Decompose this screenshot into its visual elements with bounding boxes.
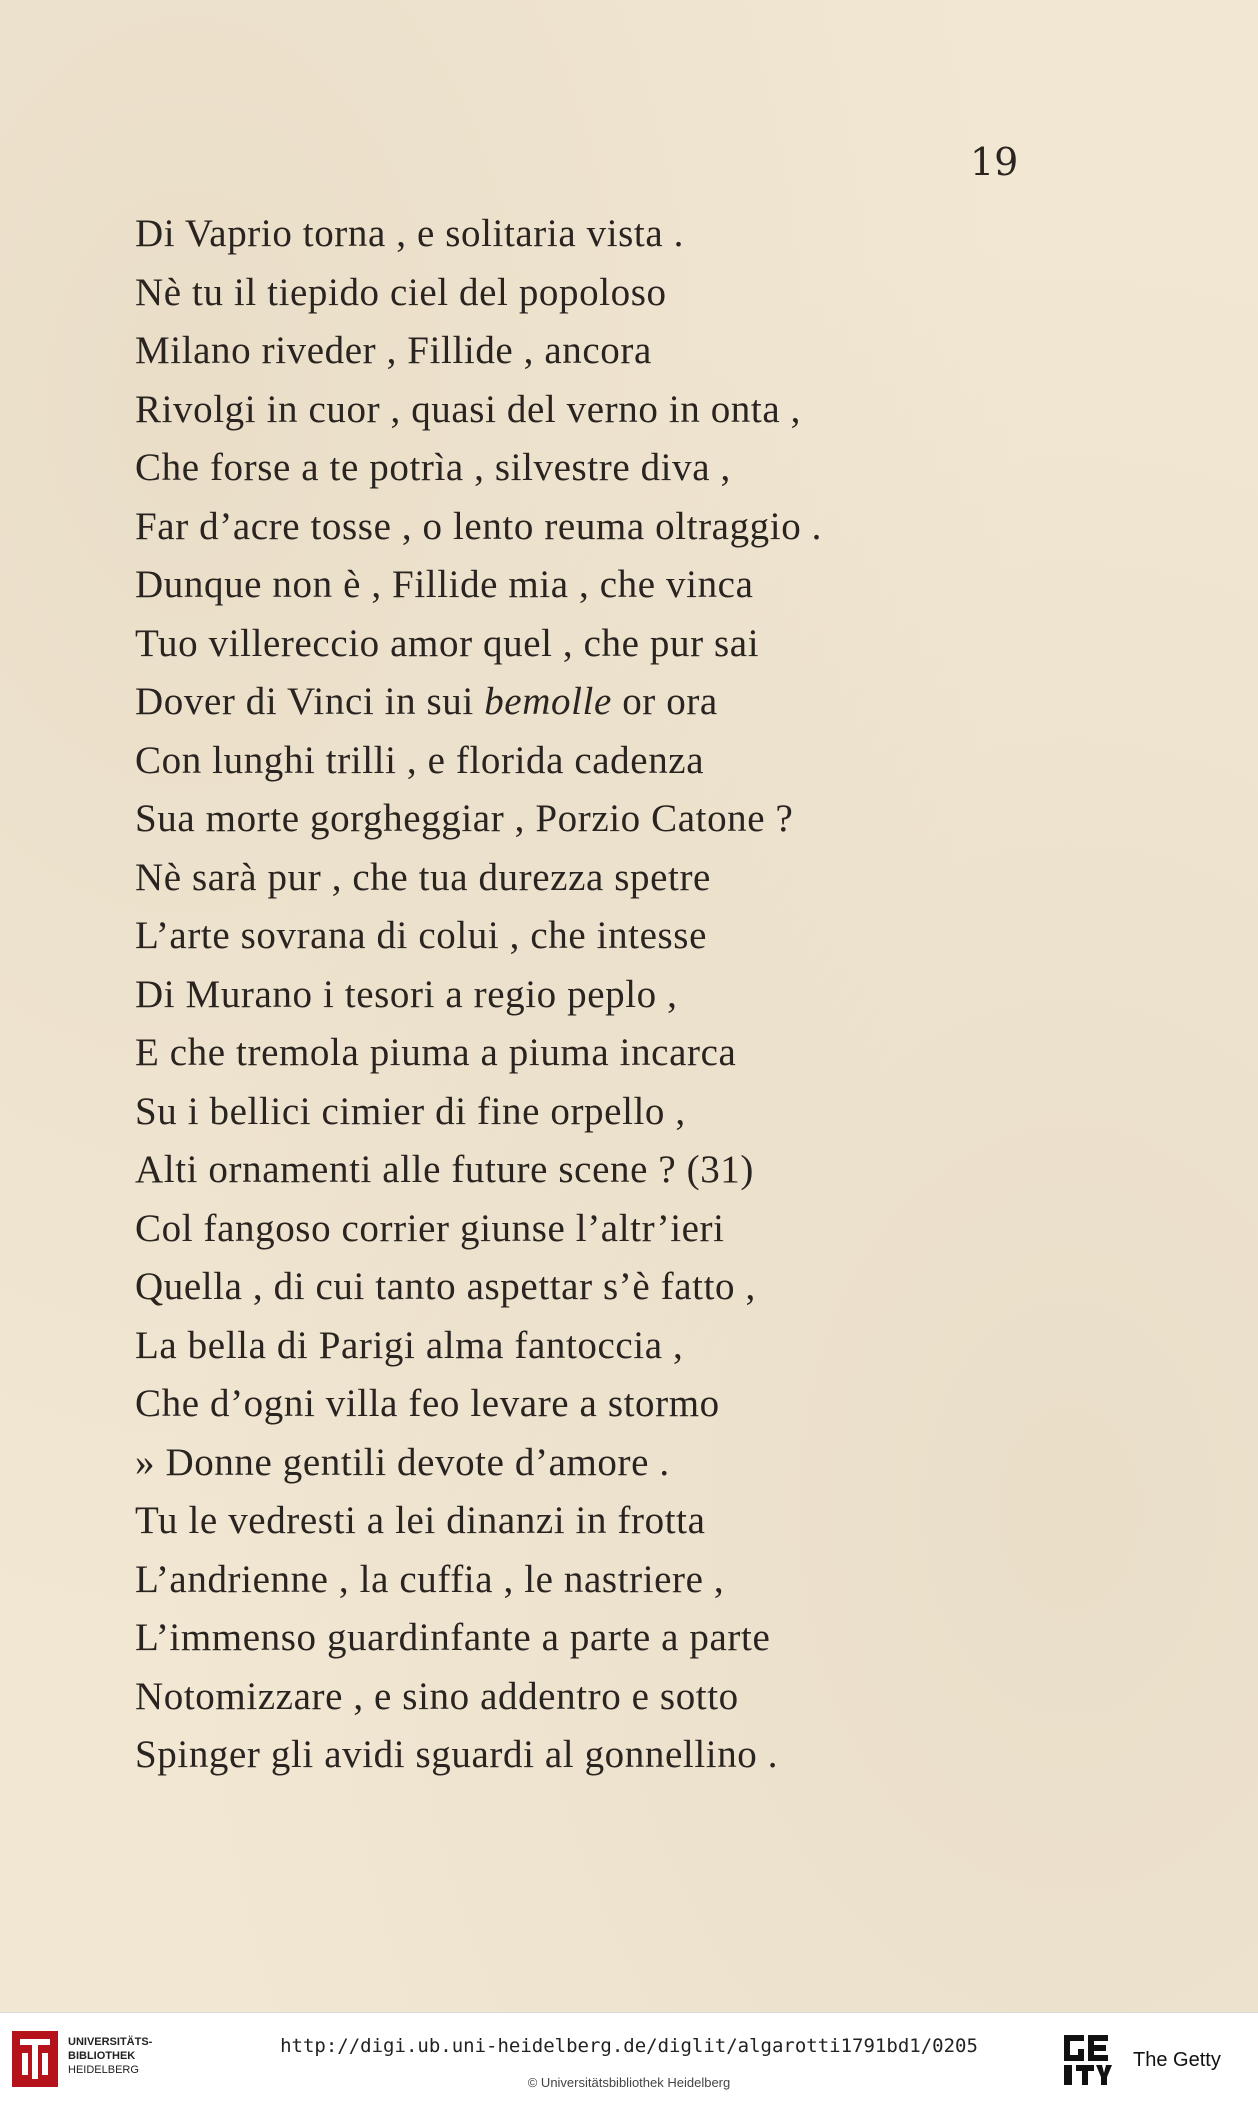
library-line: BIBLIOTHEK <box>68 2050 136 2062</box>
poem-text <box>135 205 1035 1785</box>
library-line: UNIVERSITÄTS- <box>68 2036 153 2048</box>
verse-line: Tu le vedresti a lei dinanzi in frotta <box>135 1499 706 1542</box>
copyright-notice: © Universitätsbibliothek Heidelberg <box>527 2075 731 2090</box>
verse-line: Nè tu il tiepido ciel del popoloso <box>135 270 667 314</box>
verse-line: Con lunghi trilli , e florida cadenza <box>135 738 705 782</box>
italic-word: bemolle <box>484 680 612 723</box>
verse-line: Tuo villereccio amor quel , che pur sai <box>135 621 760 665</box>
verse-line: Dunque non è , Fillide mia , che vinca <box>135 563 754 606</box>
library-line: HEIDELBERG <box>68 2064 139 2076</box>
verse-line: Quella , di cui tanto aspettar s’è fatto , <box>135 1265 756 1308</box>
verse-line: La bella di Parigi alma fantoccia , <box>135 1323 684 1367</box>
verse-line: Rivolgi in cuor , quasi del verno in onta , <box>135 387 801 431</box>
viewer-footer <box>0 2012 1258 2104</box>
verse-line: Che forse a te potrìa , silvestre diva , <box>135 446 731 489</box>
verse-line: L’andrienne , la cuffia , le nastriere , <box>135 1557 725 1601</box>
page-number: 19 <box>970 140 1019 184</box>
verse-line: Che d’ogni villa feo levare a stormo <box>135 1382 720 1425</box>
verse-line: Sua morte gorgheggiar , Porzio Catone ? <box>135 797 794 840</box>
verse-segment: or ora <box>611 680 718 723</box>
verse-line: » Donne gentili devote d’amore . <box>135 1440 670 1484</box>
verse-line: Far d’acre tosse , o lento reuma oltraggio . <box>135 504 823 548</box>
verse-segment: Dover di Vinci in sui <box>135 680 485 723</box>
verse-line: Su i bellici cimier di fine orpello , <box>135 1089 686 1133</box>
permalink-url[interactable]: http://digi.ub.uni-heidelberg.de/diglit/algarotti1791bd1/0205 <box>280 2035 978 2057</box>
verse-line: Alti ornamenti alle future scene ? (31) <box>135 1148 754 1191</box>
verse-line: Di Vaprio torna , e solitaria vista . <box>135 212 684 255</box>
verse-line: Notomizzare , e sino addentro e sotto <box>135 1674 739 1718</box>
verse-line-dover <box>135 673 1035 732</box>
verse-line: Col fangoso corrier giunse l’altr’ieri <box>135 1206 725 1250</box>
verse-line: Di Murano i tesori a regio peplo , <box>135 972 678 1016</box>
verse-line: Nè sarà pur , che tua durezza spetre <box>135 855 711 899</box>
verse-line: E che tremola piuma a piuma incarca <box>135 1031 737 1074</box>
getty-logo-icon <box>1060 2031 1112 2089</box>
verse-line: Milano riveder , Fillide , ancora <box>135 329 652 372</box>
verse-line: L’immenso guardinfante a parte a parte <box>135 1616 771 1659</box>
verse-line: L’arte sovrana di colui , che intesse <box>135 914 707 957</box>
verse-line: Spinger gli avidi sguardi al gonnellino . <box>135 1733 779 1776</box>
getty-label: The Getty <box>1133 2049 1221 2071</box>
